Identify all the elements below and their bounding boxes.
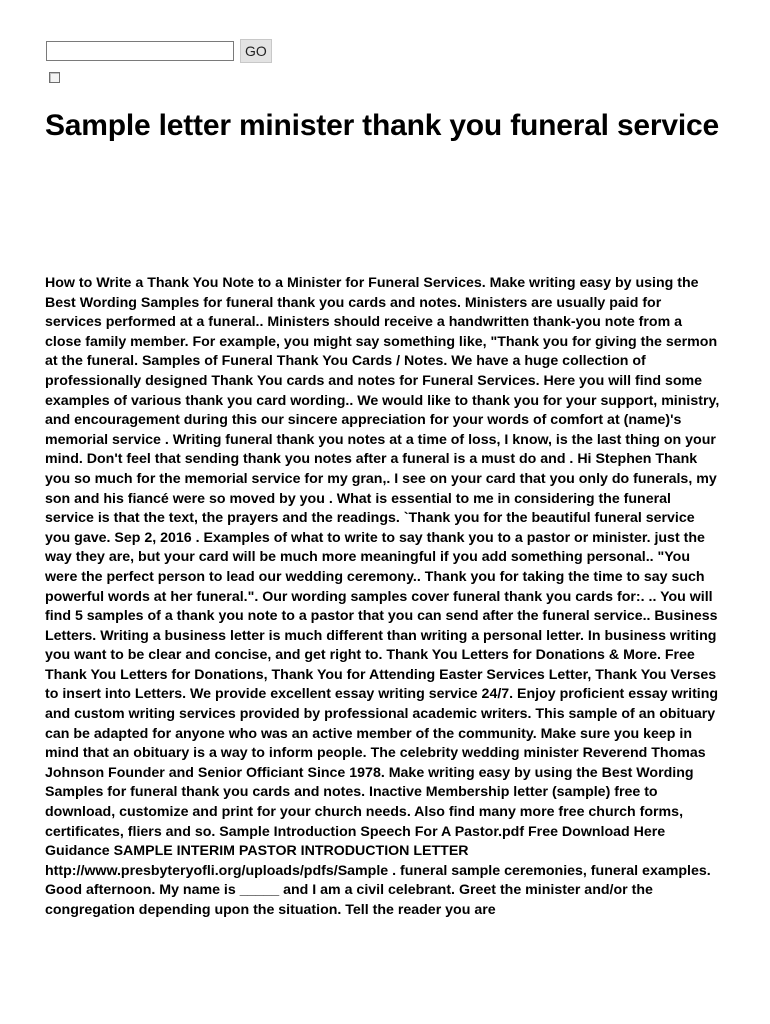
checkbox[interactable] <box>49 72 60 83</box>
page-title: Sample letter minister thank you funeral service <box>45 109 719 142</box>
article-body: How to Write a Thank You Note to a Minister for Funeral Services. Make writing easy by using the Best Wording Samples for funeral thank you cards and notes. Ministers are usually paid for services performed at a funeral.. Ministers should receive a handwritten thank-you note from a close family member. For example, you might say something like, "Thank you for giving the sermon at the funeral. Samples of Funeral Thank You Cards / Notes. We have a huge collection of professionally designed Thank You cards and notes for Funeral Services. Here you will find some examples of various thank you card wording.. We would like to thank you for your support, ministry, and encouragement during this our sincere appreciation for your words of comfort at (name)'s memorial service . Writing funeral thank you notes at a time of loss, I know, is the last thing on your mind. Don't feel that sending thank you notes after a funeral is a must do and . Hi Stephen Thank you so much for the memorial service for my gran,. I see on your card that you only do funerals, my son and his fiancé were so moved by you . What is essential to me in considering the funeral service is that the text, the prayers and the readings. `Thank you for the beautiful funeral service you gave. Sep 2, 2016 . Examples of what to write to say thank you to a pastor or minister. just the way they are, but your card will be much more meaningful if you add something personal.. "You were the perfect person to lead our wedding ceremony.. Thank you for taking the time to say such powerful words at her funeral.". Our wording samples cover funeral thank you cards for:. .. You will find 5 samples of a thank you note to a pastor that you can send after the funeral service.. Business Letters. Writing a business letter is much different than writing a personal letter. In business writing you want to be clear and concise, and get right to. Thank You Letters for Donations & More. Free Thank You Letters for Donations, Thank You for Attending Easter Services Letter, Thank You Verses to insert into Letters. We provide excellent essay writing service 24/7. Enjoy proficient essay writing and custom writing services provided by professional academic writers. This sample of an obituary can be adapted for anyone who was an active member of the community. Make sure you keep in mind that an obituary is a way to inform people. The celebrity wedding minister Reverend Thomas Johnson Founder and Senior Officiant Since 1978. Make writing easy by using the Best Wording Samples for funeral thank you cards and notes. Inactive Membership letter (sample) free to download, customize and print for your church needs. Also find many more free church forms, certificates, fliers and so. Sample Introduction Speech For A Pastor.pdf Free Download Here Guidance SAMPLE INTERIM PASTOR INTRODUCTION LETTER http://www.presbyteryofli.org/uploads/pdfs/Sample . funeral sample ceremonies, funeral examples. Good afternoon. My name is _____ and I am a civil celebrant. Greet the minister and/or the congregation depending upon the situation. Tell the reader you are <box>45 275 720 918</box>
search-input[interactable] <box>46 41 234 61</box>
search-form <box>46 39 272 63</box>
go-button[interactable]: GO <box>240 39 272 63</box>
